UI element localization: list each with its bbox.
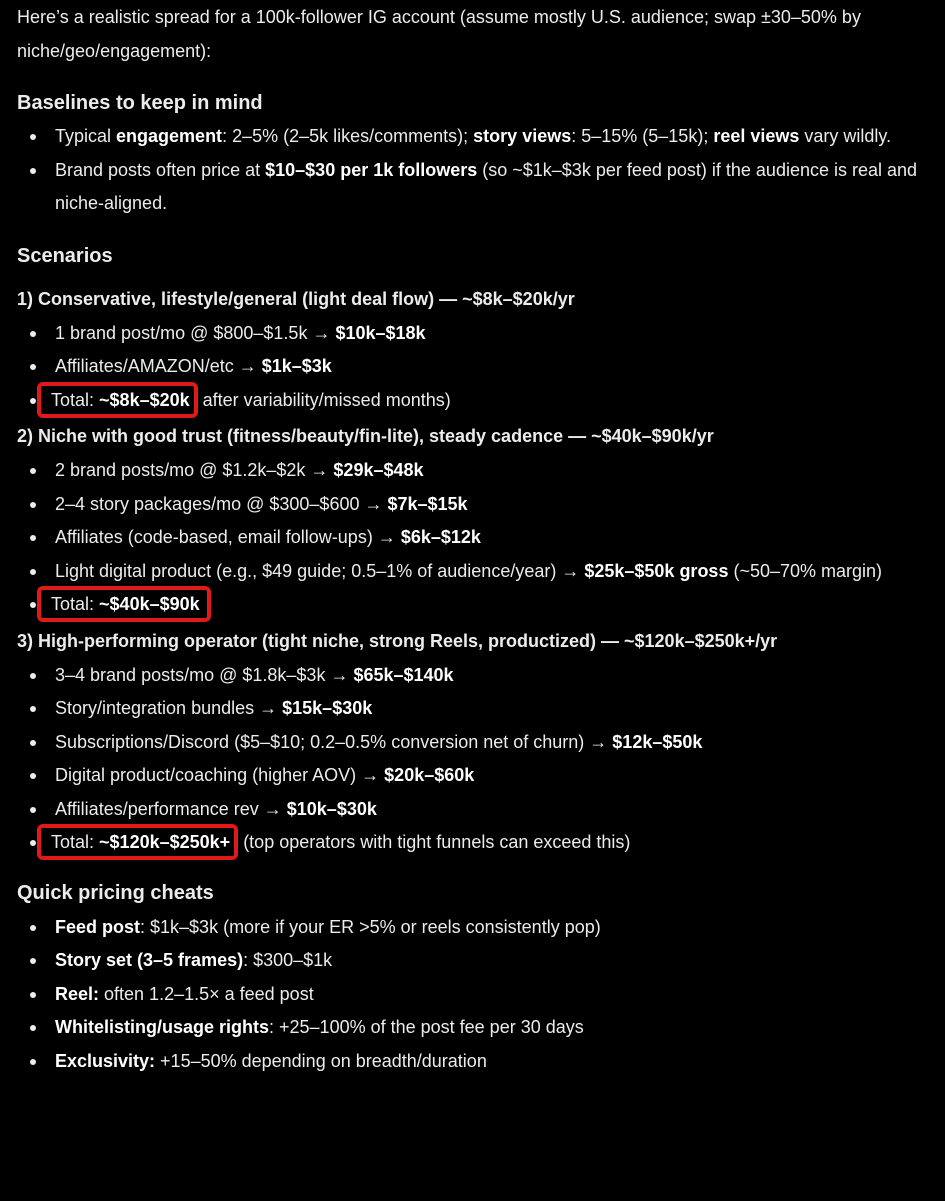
list-item xyxy=(17,826,929,860)
bold-text: $1k–$3k xyxy=(261,356,332,376)
text: Typical xyxy=(55,126,117,146)
list-item xyxy=(17,384,929,418)
total-label: Total: xyxy=(51,832,100,852)
total-value: ~$120k–$250k+ xyxy=(99,832,231,852)
bold-text: $10k–$18k xyxy=(335,322,426,343)
text: : +25–100% of the post fee per 30 days xyxy=(269,1017,584,1037)
bold-text: $29k–$48k xyxy=(333,460,424,480)
text: : $1k–$3k (more if your ER >5% or reels consistently pop) xyxy=(140,916,601,937)
text: Light digital product (e.g., $49 guide; 0.5–1% of audience/year) → xyxy=(55,560,585,581)
text: 3–4 brand posts/mo @ $1.8k–$3k → xyxy=(55,664,354,685)
list-item xyxy=(17,317,929,351)
list-item xyxy=(17,978,929,1012)
scenario-1-list xyxy=(17,317,929,418)
bold-text: $20k–$60k xyxy=(384,765,475,785)
text: Subscriptions/Discord ($5–$10; 0.2–0.5% conversion net of churn) → xyxy=(55,731,613,752)
total-value: ~$40k–$90k xyxy=(99,594,200,614)
list-item xyxy=(17,120,929,154)
bold-text: $15k–$30k xyxy=(282,698,373,718)
bold-text: $25k–$50k gross xyxy=(584,560,729,581)
bold-text: reel views xyxy=(713,126,800,146)
scenario-1-title: 1) Conservative, lifestyle/general (light deal flow) — ~$8k–$20k/yr xyxy=(17,288,575,309)
list-item xyxy=(17,726,929,760)
list-item xyxy=(17,1011,929,1045)
text: : 5–15% (5–15k); xyxy=(571,126,714,146)
list-item xyxy=(17,521,929,555)
total-label: Total: xyxy=(51,594,100,614)
text: Story/integration bundles → xyxy=(55,698,283,718)
text: after variability/missed months) xyxy=(197,389,451,410)
scenario-3-title: 3) High-performing operator (tight niche, strong Reels, productized) — ~$120k–$250k+/yr xyxy=(17,630,778,651)
list-item xyxy=(17,588,929,622)
total-label: Total: xyxy=(51,389,100,410)
baselines-list xyxy=(17,120,929,221)
bold-text: engagement xyxy=(116,126,223,146)
bold-text: Whitelisting/usage rights xyxy=(55,1017,270,1037)
text: Digital product/coaching (higher AOV) → xyxy=(55,765,385,785)
bold-text: Feed post xyxy=(55,916,141,937)
intro-paragraph: Here’s a realistic spread for a 100k-follower IG account (assume mostly U.S. audience; swap ±30–50% by niche/geo/engagement): xyxy=(17,7,861,61)
list-item xyxy=(17,1045,929,1079)
list-item xyxy=(17,154,929,221)
total-highlight xyxy=(37,824,238,860)
text: (~50–70% margin) xyxy=(728,560,883,581)
list-item xyxy=(17,793,929,827)
text: : 2–5% (2–5k likes/comments); xyxy=(222,126,474,146)
total-highlight xyxy=(37,382,198,418)
scenario-3-list xyxy=(17,659,929,860)
bold-text: Exclusivity: xyxy=(55,1050,156,1071)
bold-text: $12k–$50k xyxy=(612,731,703,752)
bold-text: $10–$30 per 1k followers xyxy=(265,159,478,180)
baselines-heading: Baselines to keep in mind xyxy=(17,92,263,114)
bold-text: Story set (3–5 frames) xyxy=(55,950,244,970)
total-highlight xyxy=(37,586,211,622)
cheats-heading: Quick pricing cheats xyxy=(17,881,214,904)
text: Affiliates/AMAZON/etc → xyxy=(55,356,262,376)
bold-text: $10k–$30k xyxy=(286,798,377,819)
list-item xyxy=(17,944,929,978)
text: +15–50% depending on breadth/duration xyxy=(155,1050,487,1071)
cheats-list xyxy=(17,911,929,1079)
bold-text: $7k–$15k xyxy=(387,493,468,514)
list-item xyxy=(17,454,929,488)
bold-text: Reel: xyxy=(55,983,100,1004)
list-item xyxy=(17,759,929,793)
bold-text: $6k–$12k xyxy=(400,527,481,547)
scenario-2-list xyxy=(17,454,929,622)
list-item xyxy=(17,488,929,522)
bold-text: $65k–$140k xyxy=(353,664,454,685)
list-item xyxy=(17,659,929,693)
list-item xyxy=(17,911,929,945)
text: Affiliates (code-based, email follow-ups) → xyxy=(55,527,401,547)
text: 1 brand post/mo @ $800–$1.5k → xyxy=(55,322,336,343)
text: (top operators with tight funnels can exceed this) xyxy=(238,832,631,852)
list-item xyxy=(17,555,929,589)
text: Affiliates/performance rev → xyxy=(55,798,287,819)
bold-text: story views xyxy=(473,126,572,146)
text: : $300–$1k xyxy=(243,950,333,970)
text: often 1.2–1.5× a feed post xyxy=(99,983,314,1004)
chat-response xyxy=(0,1,945,1201)
list-item xyxy=(17,692,929,726)
list-item xyxy=(17,350,929,384)
scenario-2-title: 2) Niche with good trust (fitness/beauty/fin-lite), steady cadence — ~$40k–$90k/yr xyxy=(17,426,714,446)
text: vary wildly. xyxy=(799,126,892,146)
scenarios-heading: Scenarios xyxy=(17,244,113,267)
text: 2 brand posts/mo @ $1.2k–$2k → xyxy=(55,460,334,480)
text: Brand posts often price at xyxy=(55,159,266,180)
total-value: ~$8k–$20k xyxy=(99,389,190,410)
text: 2–4 story packages/mo @ $300–$600 → xyxy=(55,493,388,514)
text: (so ~$1k–$3k per feed post) if the audience is real and niche-aligned. xyxy=(55,159,918,213)
